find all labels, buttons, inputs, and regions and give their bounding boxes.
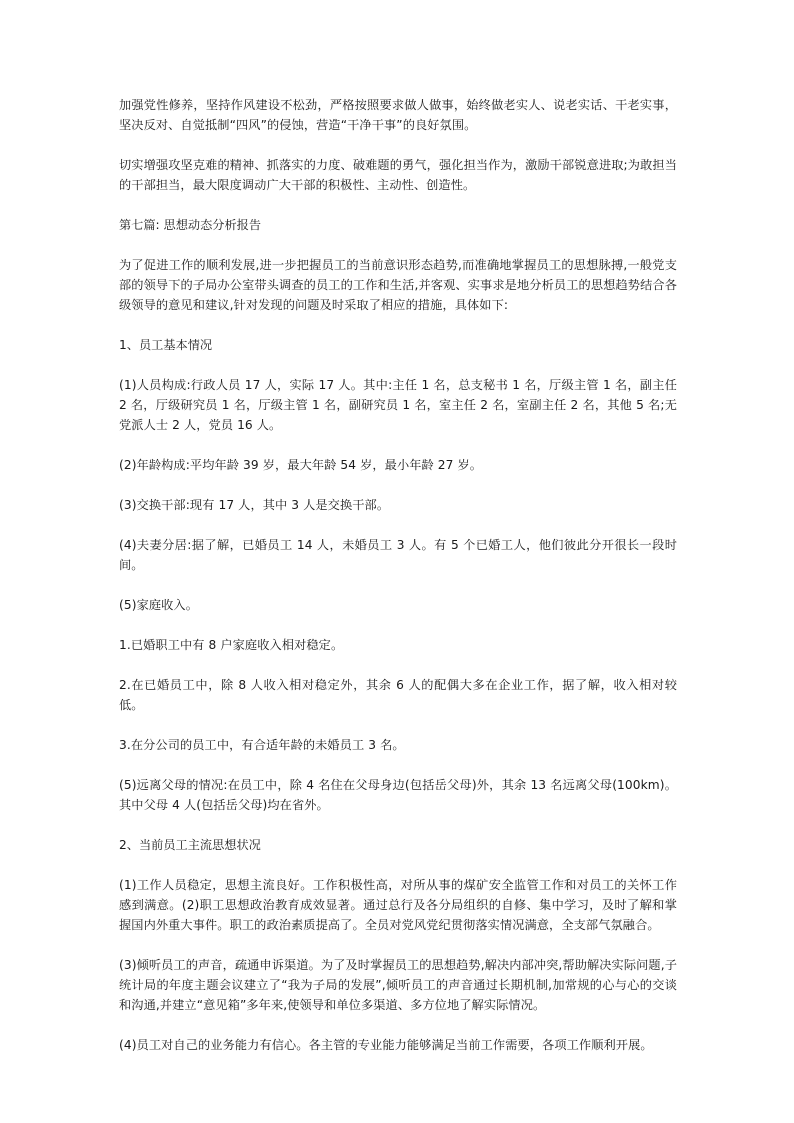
- list-item-away-from-parents: (5)远离父母的情况:在员工中，除 4 名住在父母身边(包括岳父母)外，其余 13 名远离父母(100km)。其中父母 4 人(包括岳父母)均在省外。: [119, 778, 677, 812]
- list-item-exchange-cadres: (3)交换干部:现有 17 人，其中 3 人是交换干部。: [119, 498, 390, 512]
- list-item-confidence: (4)员工对自己的业务能力有信心。各主管的专业能力能够满足当前工作需要，各项工作顺利开展。: [119, 1038, 653, 1052]
- list-item-family-income: (5)家庭收入。: [119, 598, 199, 612]
- list-item-couples-separated: (4)夫妻分居:据了解，已婚员工 14 人，未婚员工 3 人。有 5 个已婚工人，他们彼此分开很长一段时间。: [119, 538, 677, 572]
- sub-item-lower-income: 2.在已婚员工中，除 8 人收入相对稳定外，其余 6 人的配偶大多在企业工作，据了解，收入相对较低。: [119, 678, 677, 712]
- list-item-listen-to-staff: (3)倾听员工的声音，疏通申诉渠道。为了及时掌握员工的思想趋势,解决内部冲突,帮助解决实际问题,子统计局的年度主题会议建立了“我为子局的发展”,倾听员工的声音通过长期机制,加常规的心与心的交谈和沟通,并建立“意见箱”多年来,使领导和单位多渠道、多方位地了解实际情况。: [119, 958, 677, 1012]
- list-item-age-composition: (2)年龄构成:平均年龄 39 岁，最大年龄 54 岁，最小年龄 27 岁。: [119, 458, 483, 472]
- section-heading-basic-info: 1、员工基本情况: [119, 338, 213, 352]
- paragraph-responsibility: 切实增强攻坚克难的精神、抓落实的力度、破难题的勇气，强化担当作为，激励干部锐意进取;为敢担当的干部担当，最大限度调动广大干部的积极性、主动性、创造性。: [119, 158, 677, 192]
- section-title-chapter-seven: 第七篇: 思想动态分析报告: [119, 218, 262, 232]
- section-heading-mainstream-thought: 2、当前员工主流思想状况: [119, 838, 261, 852]
- sub-item-unmarried-staff: 3.在分公司的员工中，有合适年龄的未婚员工 3 名。: [119, 738, 405, 752]
- paragraph-introduction: 为了促进工作的顺利发展,进一步把握员工的当前意识形态趋势,而准确地掌握员工的思想脉搏,一般党支部的领导下的子局办公室带头调查的员工的工作和生活,并客观、实事求是地分析员工的思想趋势结合各级领导的意见和建议,针对发现的问题及时采取了相应的措施，具体如下:: [119, 258, 677, 312]
- document-page: [119, 95, 677, 1075]
- list-item-staff-stable: (1)工作人员稳定，思想主流良好。工作积极性高，对所从事的煤矿安全监管工作和对员工的关怀工作感到满意。(2)职工思想政治教育成效显著。通过总行及各分局组织的自修、集中学习，及时了解和掌握国内外重大事件。职工的政治素质提高了。全员对党风党纪贯彻落实情况满意，全支部气氛融合。: [119, 878, 677, 932]
- sub-item-stable-income: 1.已婚职工中有 8 户家庭收入相对稳定。: [119, 638, 344, 652]
- paragraph-work-style: 加强党性修养，坚持作风建设不松劲，严格按照要求做人做事，始终做老实人、说老实话、干老实事，坚决反对、自觉抵制“四风”的侵蚀，营造“干净干事”的良好氛围。: [119, 98, 677, 132]
- list-item-staff-composition: (1)人员构成:行政人员 17 人，实际 17 人。其中:主任 1 名，总支秘书 1 名，厅级主管 1 名，副主任 2 名，厅级研究员 1 名，厅级主管 1 名，副研究员 1 名，室主任 2 名，室副主任 2 名，其他 5 名;无党派人士 2 人，党员 16 人。: [119, 378, 677, 432]
